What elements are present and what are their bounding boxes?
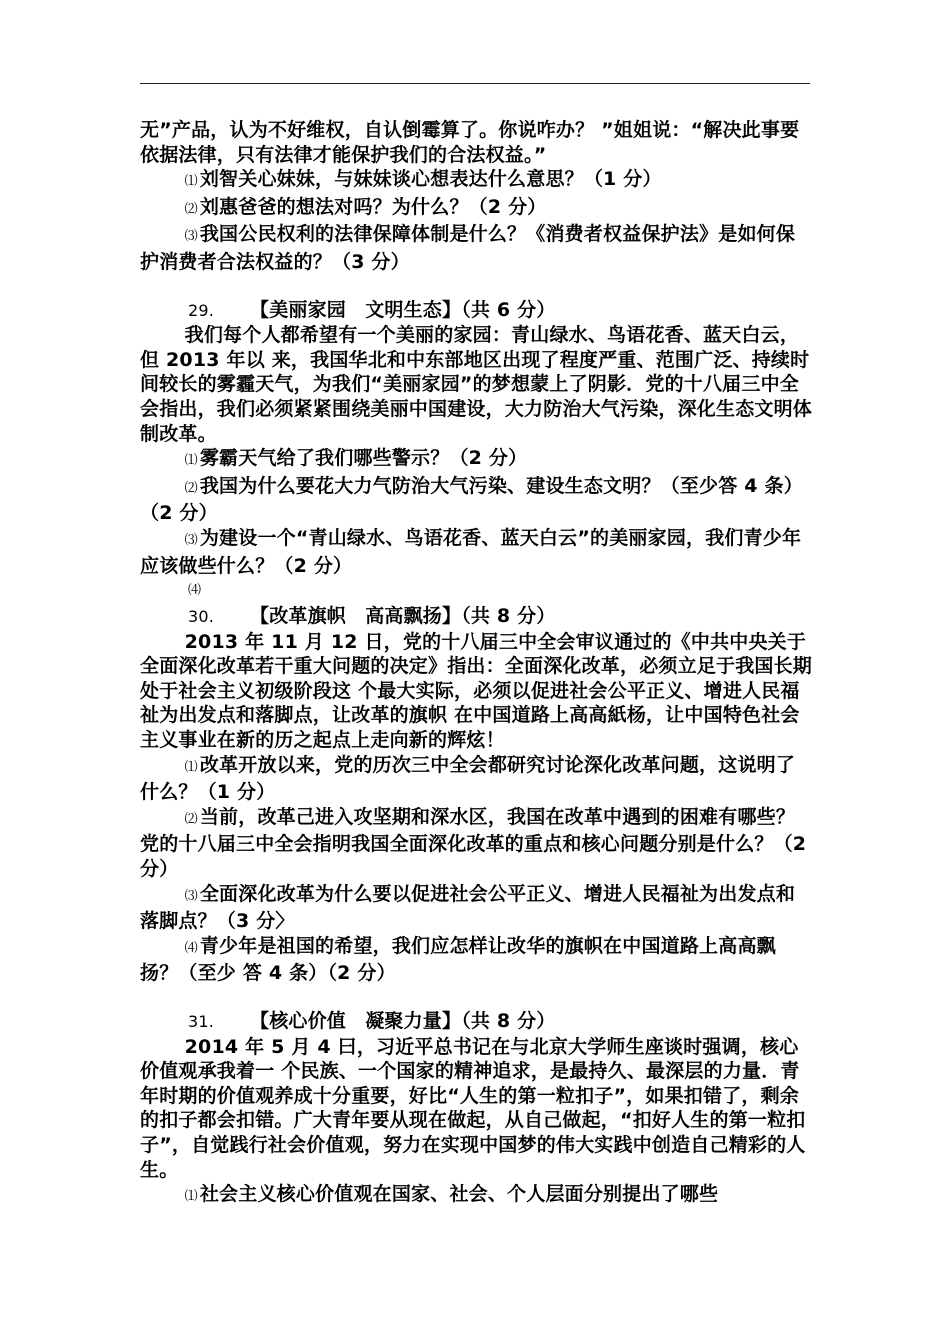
question-28-2 [140, 195, 812, 223]
section-29-heading [140, 298, 812, 324]
question-number: ⑴ [184, 1189, 198, 1205]
question-30-3 [140, 882, 812, 934]
question-31-1 [140, 1182, 812, 1210]
question-text: 雾霸天气给了我们哪些警示？（2 分） [199, 447, 528, 470]
question-29-1 [140, 446, 812, 474]
question-29-3 [140, 526, 812, 578]
question-text: 当前，改革己进入攻坚期和深水区，我国在改革中遇到的困难有哪些？党的十八届三中全会指明我国全面深化改革的重点和核心问题分别是什么？（2 分） [140, 805, 807, 881]
question-text: 我国公民权利的法律保障体制是什么？《消费者权益保护法》是如何保护消费者合法权益的？（3 分） [140, 223, 796, 273]
question-number: ⑷ [184, 940, 198, 956]
section-31-heading [140, 1009, 812, 1035]
question-text: 刘惠爸爸的想法对吗？为什么？（2 分） [199, 195, 547, 218]
question-number: ⑴ [184, 759, 198, 775]
question-30-2 [140, 805, 812, 882]
question-29-4-stub: ⑷ [188, 583, 202, 599]
question-28-3 [140, 222, 812, 274]
question-number: ⑶ [184, 888, 198, 904]
section-title: 【改革旗帜 高高飘扬】（共 8 分） [250, 605, 556, 628]
question-number: ⑴ [184, 174, 198, 190]
section-title: 【核心价值 凝聚力量】（共 8 分） [250, 1010, 556, 1032]
section-31-passage: 2014 年 5 月 4 曰，习近平总书记在与北京大学师生座谈时强调，核心价值观承我着一 个民族、一个国家的精神追求，是最持久、最深层的力量．青年时期的价值观养成十分重要，好比“人生的第一粒扣子”，如果扣错了，剩余的扣子都会扣错。广大青年要从现在做起，从自己做起，“扣好人生的第一粒扣子”，自觉践行社会价值观，努力在实现中国梦的伟大实践中创造自己精彩的人生。 [140, 1035, 806, 1181]
question-text: 青少年是祖国的希望，我们应怎样让改华的旗帜在中国道路上高高飘扬？（至少 答 4 条）（2 分） [140, 934, 776, 985]
question-number: ⑵ [184, 811, 198, 827]
question-number: ⑴ [184, 453, 198, 469]
question-text: 刘智关心妹妹，与妹妹谈心想表达什么意思？（1 分） [199, 168, 662, 191]
question-30-1 [140, 753, 812, 805]
section-title: 【美丽家园 文明生态】（共 6 分） [250, 298, 556, 321]
question-30-4 [140, 934, 812, 986]
question-text: 社会主义核心价值观在国家、社会、个人层面分别提出了哪些 [199, 1183, 719, 1206]
section-number: 29. [188, 300, 215, 320]
section-30-heading [140, 604, 812, 630]
section-number: 30. [188, 607, 215, 627]
section-30-passage: 2013 年 11 月 12 日，党的十八届三中全会审议通过的《中共中央关于全面深化改革若干重大问题的决定》指出：全面深化改革，必须立足于我国长期处于社会主义初级阶段这 个最大实际，必须以促进社会公平正义、增进人民福祉为出发点和落脚点，让改革的旗帜 在中国道路上高高紙杨，让中国特色社会主义事业在新的历之起点上走向新的辉炫！ [140, 630, 813, 752]
question-29-2 [140, 474, 812, 526]
section-29-passage: 我们每个人都希望有一个美丽的家园：青山绿水、鸟语花香、蓝天白云，但 2013 年以 来，我国华北和中东部地区出现了程度严重、范围广泛、持续时间较长的雾霾天气，为我们“美丽家园”的梦想蒙上了阴影．党的十八届三中全会指出，我们必须紧紧围绕美丽中国建设，大力防治大气污染，深化生态文明体制改革。 [140, 324, 813, 445]
intro-paragraph: 无”产品，认为不好维权，自认倒霉算了。你说咋办？ ”姐姐说：“解决此事要依据法律，只有法律才能保护我们的合法权益。” [140, 119, 800, 166]
question-text: 我国为什么要花大力气防治大气污染、建设生态文明？（至少答 4 条）（2 分） [140, 474, 803, 525]
question-28-1 [140, 167, 812, 195]
header-rule [140, 83, 810, 84]
question-number: ⑶ [184, 229, 198, 245]
question-text: 为建设一个“青山绿水、鸟语花香、蓝天白云”的美丽家园，我们青少年应该做些什么？（2 分） [140, 526, 802, 577]
question-number: ⑶ [184, 532, 198, 548]
section-number: 31. [188, 1012, 215, 1031]
question-number: ⑵ [184, 201, 198, 217]
question-text: 全面深化改革为什么要以促进社会公平正义、增进人民福祉为出发点和落脚点？（3 分〉 [140, 882, 796, 933]
question-text: 改革开放以来，党的历次三中全会都研究讨论深化改革问题，这说明了什么？（1 分） [140, 753, 796, 804]
question-number: ⑵ [184, 480, 198, 496]
document-body [140, 118, 812, 1210]
